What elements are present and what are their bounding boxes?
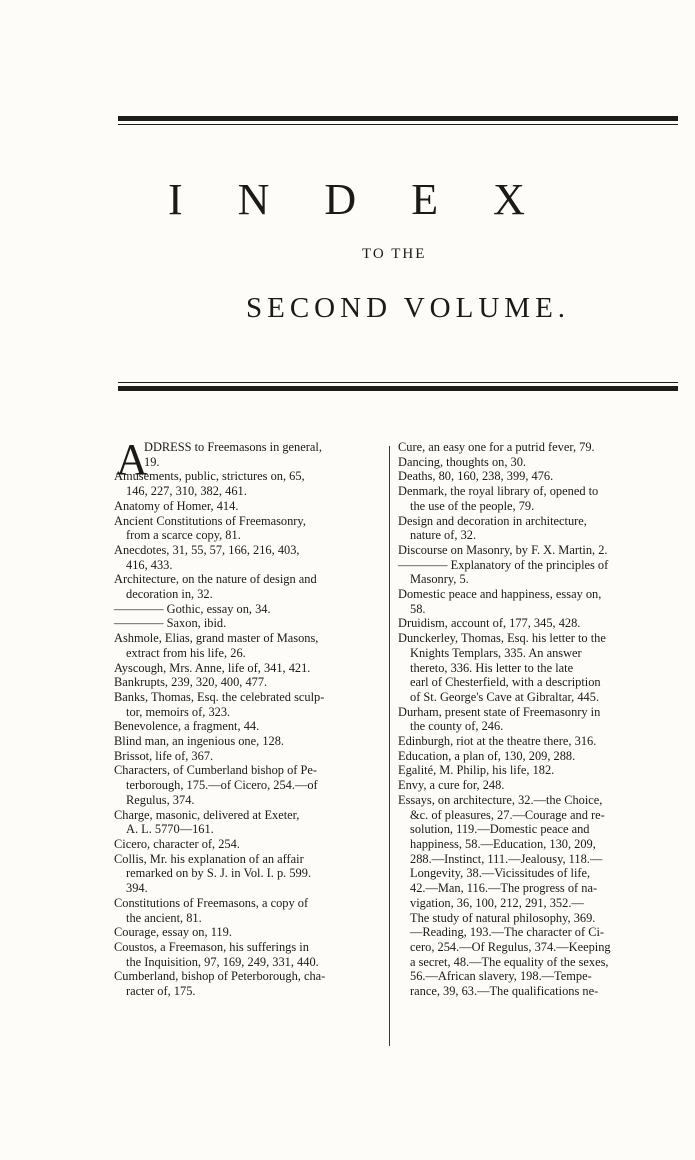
index-entry: ———— Explanatory of the principles of Masonry, 5. bbox=[398, 557, 609, 587]
index-entry: Constitutions of Freemasons, a copy of the ancient, 81. bbox=[114, 895, 309, 925]
index-entry: Cure, an easy one for a putrid fever, 79. bbox=[398, 440, 595, 454]
index-entry: Cumberland, bishop of Peterborough, cha- racter of, 175. bbox=[114, 969, 326, 999]
index-entry: Charge, masonic, delivered at Exeter, A. L. 5770—161. bbox=[114, 807, 300, 837]
index-subtitle: TO THE bbox=[362, 246, 427, 262]
middle-ornamental-rule bbox=[118, 382, 678, 391]
index-entry: Anecdotes, 31, 55, 57, 166, 216, 403, 416, 433. bbox=[114, 542, 300, 572]
index-entry: Ashmole, Elias, grand master of Masons, extract from his life, 26. bbox=[114, 631, 319, 660]
index-column-left bbox=[114, 435, 384, 999]
index-entry: Domestic peace and happiness, essay on, 58. bbox=[398, 587, 602, 616]
index-entry: Denmark, the royal library of, opened to the use of the people, 79. bbox=[398, 484, 599, 513]
index-entry: Ancient Constitutions of Freemasonry, from a scarce copy, 81. bbox=[114, 513, 306, 543]
rule-thick-line bbox=[118, 386, 678, 391]
index-entry: Collis, Mr. his explanation of an affair remarked on by S. J. in Vol. I. p. 599. 394. bbox=[114, 851, 312, 896]
index-entry: Envy, a cure for, 248. bbox=[398, 778, 505, 793]
index-entry: Blind man, an ingenious one, 128. bbox=[114, 734, 285, 749]
index-entry: Coustos, a Freemason, his sufferings in the Inquisition, 97, 169, 249, 331, 440. bbox=[114, 939, 319, 969]
rule-thin-line bbox=[118, 124, 678, 125]
left-entry-list bbox=[114, 469, 384, 998]
first-entry-line1: DDRESS to Freemasons in general, bbox=[144, 440, 322, 454]
rule-thick-line bbox=[118, 116, 678, 121]
index-entry: Brissot, life of, 367. bbox=[114, 748, 214, 763]
index-entry: Discourse on Masonry, by F. X. Martin, 2. bbox=[398, 542, 608, 557]
index-entry: Druidism, account of, 177, 345, 428. bbox=[398, 616, 581, 631]
index-title: I N D E X bbox=[168, 175, 547, 224]
index-entry: Benevolence, a fragment, 44. bbox=[114, 719, 260, 734]
rule-thin-line bbox=[118, 382, 678, 383]
index-entry: Anatomy of Homer, 414. bbox=[114, 498, 239, 513]
index-entry: Durham, present state of Freemasonry in the county of, 246. bbox=[398, 704, 601, 734]
index-entry: Amusements, public, strictures on, 65, 146, 227, 310, 382, 461. bbox=[114, 469, 305, 499]
index-entry: Design and decoration in architecture, nature of, 32. bbox=[398, 513, 587, 543]
index-column-right bbox=[398, 440, 690, 999]
first-entry-line2: 19. bbox=[144, 454, 160, 469]
index-entry: ———— Saxon, ibid. bbox=[114, 616, 227, 631]
column-divider bbox=[389, 446, 390, 1046]
index-entry: Courage, essay on, 119. bbox=[114, 925, 232, 940]
drop-cap: A bbox=[116, 435, 148, 484]
index-entry: Dancing, thoughts on, 30. bbox=[398, 454, 527, 469]
index-entry: Deaths, 80, 160, 238, 399, 476. bbox=[398, 469, 554, 484]
index-entry: Egalité, M. Philip, his life, 182. bbox=[398, 763, 555, 778]
index-entry: Banks, Thomas, Esq. the celebrated sculp- tor, memoirs of, 323. bbox=[114, 689, 325, 719]
index-entry: Education, a plan of, 130, 209, 288. bbox=[398, 748, 576, 763]
index-entry: Bankrupts, 239, 320, 400, 477. bbox=[114, 675, 268, 690]
index-entry: Ayscough, Mrs. Anne, life of, 341, 421. bbox=[114, 660, 311, 675]
volume-title: SECOND VOLUME. bbox=[246, 292, 571, 324]
index-entry: Essays, on architecture, 32.—the Choice, &c. of pleasures, 27.—Courage and re- solution, 119.—Domestic peace and happiness, 58.—Education, 130, 209, 288.—Instinct, 111.—Jealousy, 118.— Longevity, 38.—Vicissitudes of life, 42.—Man, 116.—The progress of na- vigation, 36, 100, 212, 291, 352.— The study of natural philosophy, 369. —Reading, 193.—The character of Ci- cero, 254.—Of Regulus, 374.—Keeping a secret, 48.—The equality of the sexes, 56.—African slavery, 198.—Tempe- rance, 39, 63.—The qualifications ne- bbox=[398, 792, 611, 999]
index-entry: Edinburgh, riot at the theatre there, 316. bbox=[398, 734, 597, 749]
top-ornamental-rule bbox=[118, 116, 678, 125]
index-entry: Characters, of Cumberland bishop of Pe- terborough, 175.—of Cicero, 254.—of Regulus, 374. bbox=[114, 763, 318, 807]
index-entry: ———— Gothic, essay on, 34. bbox=[114, 601, 271, 616]
index-entry: Cicero, character of, 254. bbox=[114, 836, 240, 851]
index-entry: Dunckerley, Thomas, Esq. his letter to the Knights Templars, 335. An answer thereto, 336. His letter to the late earl of Chesterfield, with a description of St. George's Cave at Gibraltar, 445. bbox=[398, 631, 606, 704]
index-entry: Architecture, on the nature of design and decoration in, 32. bbox=[114, 572, 317, 602]
right-entry-list bbox=[398, 440, 690, 999]
